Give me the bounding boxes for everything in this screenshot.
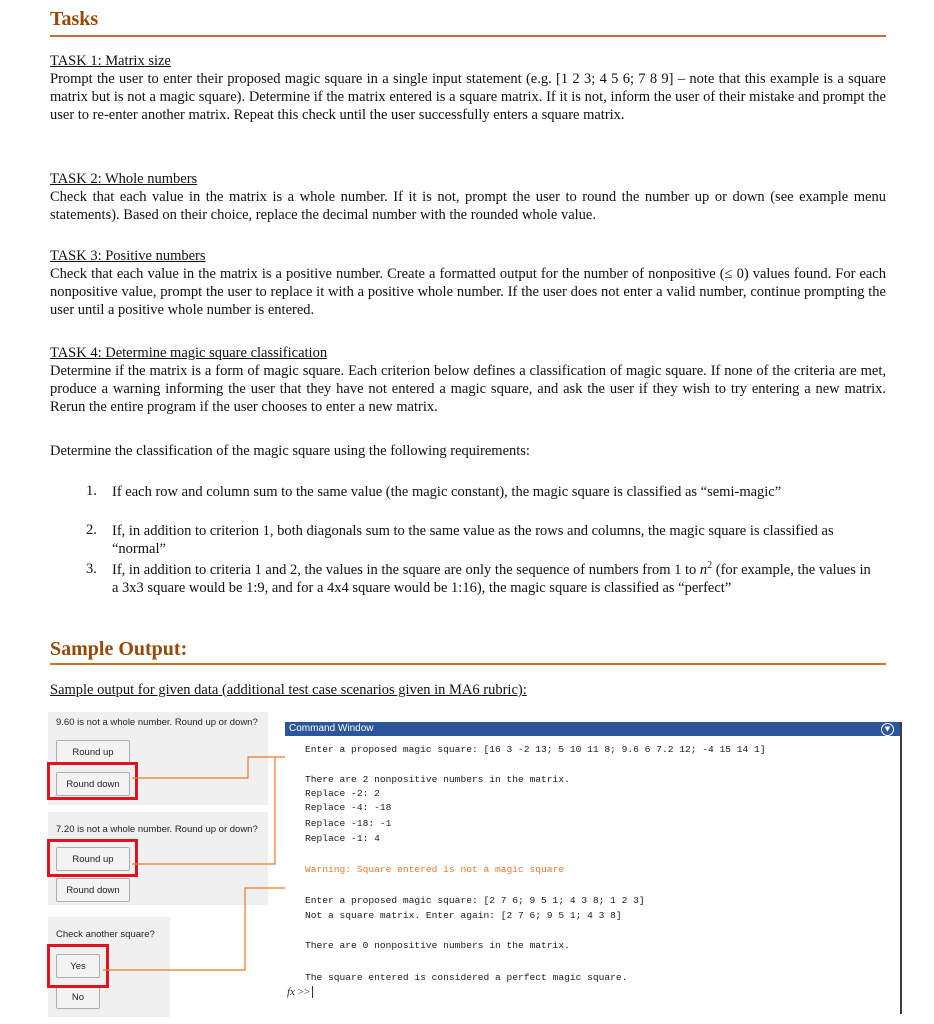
round-down-button-2[interactable]: Round down bbox=[56, 878, 130, 902]
criterion-2-number: 2. bbox=[86, 522, 97, 538]
cw-line-3: Replace -2: 2 bbox=[305, 788, 380, 799]
task-1-title: TASK 1: Matrix size bbox=[50, 53, 171, 69]
cw-line-4: Replace -4: -18 bbox=[305, 802, 392, 813]
task-4-body: Determine if the matrix is a form of magic square. Each criterion below defines a classification of magic square. If none of the criteria are met, produce a warning informing the user that they have not entered a magic square, and ask the user if they wish to try entering a new matrix. Rerun the entire program if the user chooses to enter a new matrix. bbox=[50, 363, 886, 415]
arrow-connector-1 bbox=[132, 757, 292, 778]
criterion-1-number: 1. bbox=[86, 483, 97, 499]
yes-button[interactable]: Yes bbox=[56, 954, 100, 978]
task-2-title: TASK 2: Whole numbers bbox=[50, 171, 198, 187]
cw-line-2: There are 2 nonpositive numbers in the matrix. bbox=[305, 774, 570, 785]
cw-line-11: The square entered is considered a perfect magic square. bbox=[305, 972, 628, 983]
criterion-3-exp: 2 bbox=[707, 560, 713, 572]
requirements-intro: Determine the classification of the magic square using the following requirements: bbox=[50, 443, 530, 459]
round-down-button-1[interactable]: Round down bbox=[56, 772, 130, 796]
criterion-1-text: If each row and column sum to the same value (the magic constant), the magic square is classified as “semi-magic” bbox=[112, 484, 782, 500]
cw-line-10: There are 0 nonpositive numbers in the matrix. bbox=[305, 940, 570, 951]
round-up-button-1[interactable]: Round up bbox=[56, 740, 130, 764]
menu-1-prompt: 9.60 is not a whole number. Round up or down? bbox=[56, 717, 258, 728]
task-3-title: TASK 3: Positive numbers bbox=[50, 248, 206, 264]
cw-line-9: Not a square matrix. Enter again: [2 7 6; 9 5 1; 4 3 8] bbox=[305, 910, 622, 921]
tasks-heading: Tasks bbox=[50, 8, 99, 30]
round-up-button-2[interactable]: Round up bbox=[56, 847, 130, 871]
cw-line-1: Enter a proposed magic square: [16 3 -2 13; 5 10 11 8; 9.6 6 7.2 12; -4 15 14 1] bbox=[305, 744, 766, 755]
cw-warning: Warning: Square entered is not a magic square bbox=[305, 864, 565, 875]
menu-2-prompt: 7.20 is not a whole number. Round up or down? bbox=[56, 824, 258, 835]
prompt-symbol: >> bbox=[297, 986, 311, 998]
command-window-titlebar bbox=[285, 722, 900, 736]
task-2-body: Check that each value in the matrix is a whole number. If it is not, prompt the user to round the number up or down (see example menu statements). Based on their choice, replace the decimal number with the rounded whole value. bbox=[50, 189, 886, 223]
command-window[interactable] bbox=[285, 722, 902, 1014]
task-4-title: TASK 4: Determine magic square classification bbox=[50, 345, 328, 361]
task-3-body: Check that each value in the matrix is a positive number. Create a formatted output for the number of nonpositive (≤ 0) values found. For each nonpositive value, prompt the user to replace it with a positive whole number. If the user does not enter a valid number, continue prompting the user until a positive whole number is entered. bbox=[50, 266, 886, 318]
criterion-3-text-a: If, in addition to criteria 1 and 2, the values in the square are only the sequence of numbers from 1 to bbox=[112, 562, 700, 578]
no-button[interactable]: No bbox=[56, 985, 100, 1009]
arrow-connector-2 bbox=[132, 757, 275, 864]
text-cursor bbox=[312, 986, 316, 998]
arrow-connector-3 bbox=[103, 888, 292, 970]
command-window-title: Command Window bbox=[289, 723, 374, 734]
cw-line-8: Enter a proposed magic square: [2 7 6; 9 5 1; 4 3 8; 1 2 3] bbox=[305, 895, 645, 906]
criterion-3-var: n bbox=[699, 562, 708, 578]
task-1-body: Prompt the user to enter their proposed magic square in a single input statement (e.g. [1 2 3; 4 5 6; 7 8 9] – note that this example is a square matrix but is not a magic square). Determine if the matrix entered is a square matrix. If it is not, inform the user of their mistake and prompt the user to re-enter another matrix. Repeat this check until the user successfully enters a square matrix. bbox=[50, 71, 886, 123]
criterion-3-text-b: (for example, the values in a 3x3 square would be 1:9, and for a 4x4 square would be 1:16), the magic square is classified as “perfect” bbox=[112, 562, 871, 596]
chevron-down-icon[interactable]: ▼ bbox=[881, 723, 894, 736]
criterion-2-text: If, in addition to criterion 1, both diagonals sum to the same value as the rows and columns, the magic square is classified as “normal” bbox=[112, 523, 834, 557]
sample-caption: Sample output for given data (additional test case scenarios given in MA6 rubric): bbox=[50, 682, 527, 698]
criterion-3-number: 3. bbox=[86, 561, 97, 577]
cw-line-5: Replace -18: -1 bbox=[305, 818, 392, 829]
menu-3-prompt: Check another square? bbox=[56, 929, 155, 940]
sample-output-heading: Sample Output: bbox=[50, 638, 188, 660]
command-prompt[interactable] bbox=[287, 986, 316, 998]
fx-icon: fx bbox=[287, 986, 295, 998]
cw-line-6: Replace -1: 4 bbox=[305, 833, 380, 844]
